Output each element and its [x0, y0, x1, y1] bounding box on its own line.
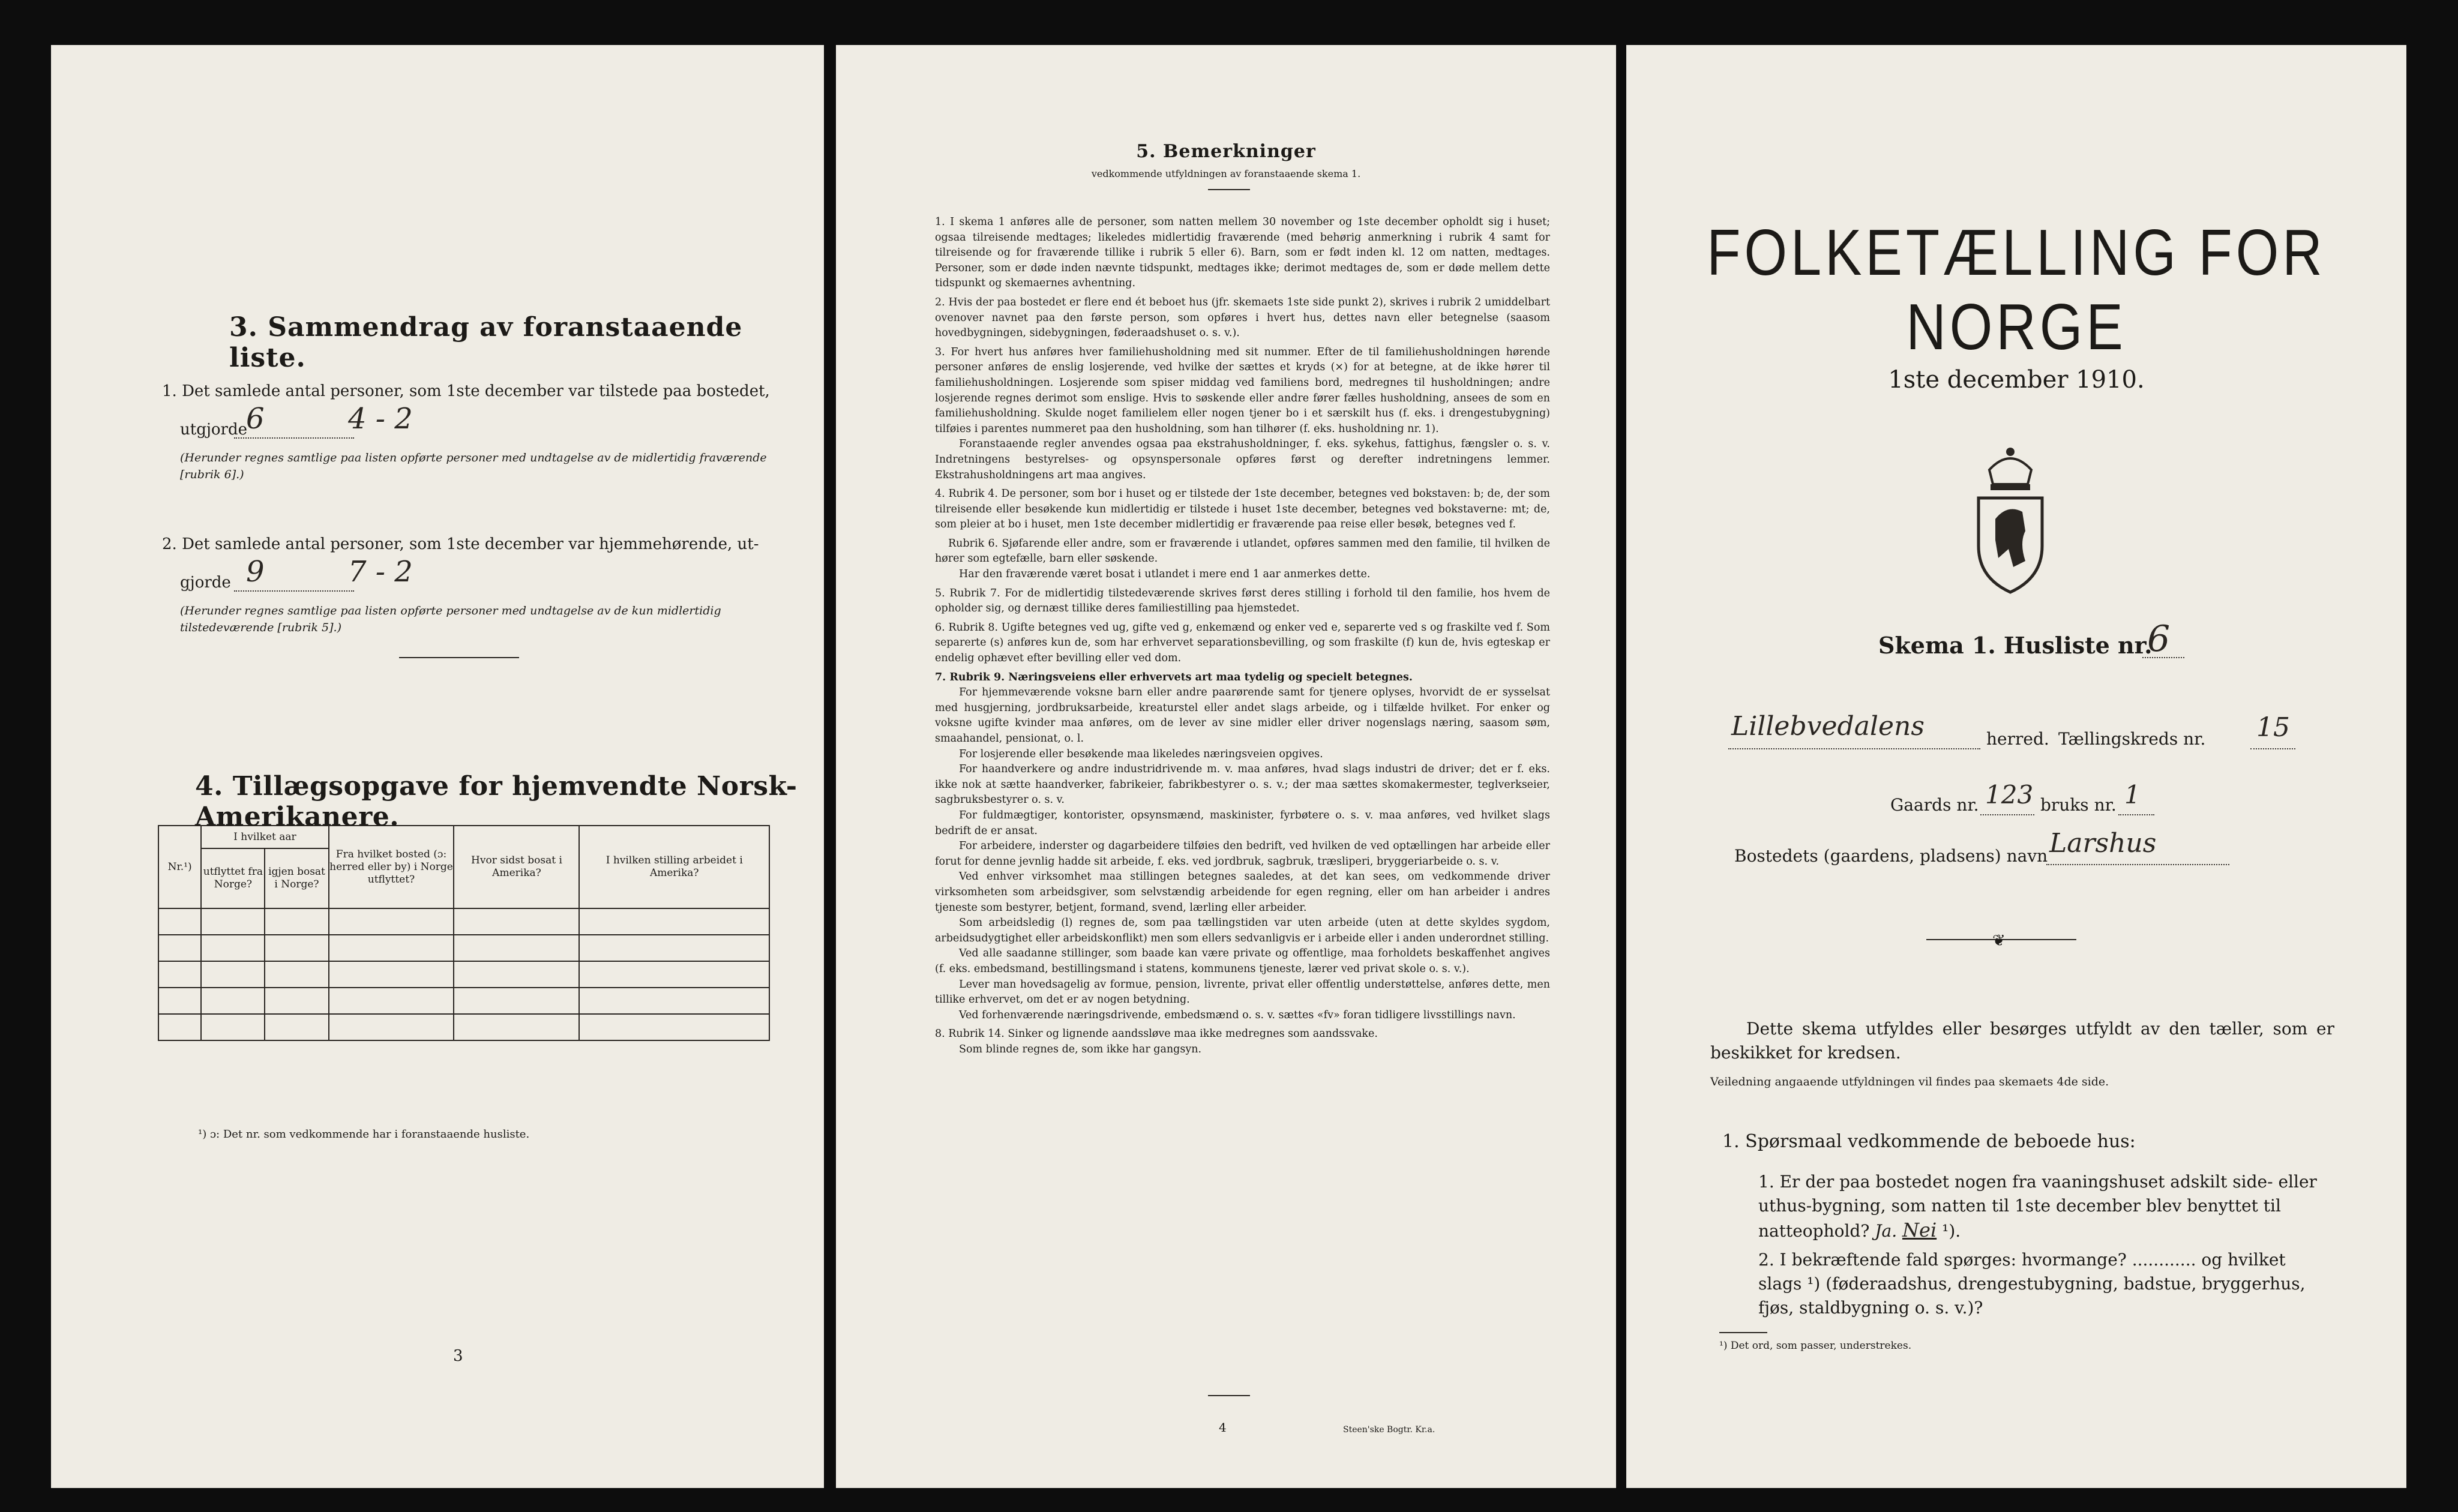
form-footnote: ¹) Det ord, som passer, understrekes. [1719, 1340, 1912, 1352]
form-title: FOLKETÆLLING FOR NORGE [1707, 217, 2326, 364]
form-date: 1ste december 1910. [1888, 366, 2145, 394]
section-4-title: 4. Tillægsopgave for hjemvendte Norsk-Amerikanere. [195, 771, 798, 832]
col-header-utflyttet: utflyttet fra Norge? [201, 848, 265, 908]
remark-paragraph: Som blinde regnes de, som ikke har gangsyn. [959, 1043, 1202, 1055]
page-4-remarks [836, 45, 1616, 1488]
fill-line [234, 437, 354, 439]
table-row [158, 961, 769, 988]
summary-item-1-note: (Herunder regnes samtlige paa listen opførte personer med undtagelse av de midlertidig fraværende [rubrik 6].) [180, 451, 767, 481]
summary-item-2-text: 2. Det samlede antal personer, som 1ste december var hjemmehørende, ut- [162, 535, 759, 553]
utgjorde-label: utgjorde [180, 421, 248, 439]
remark-paragraph: For haandverkere og andre industridrivende m. v. maa anføres, hvad slags industri de driver; det er f. eks. ikke nok at sætte haandverker, fabrikeier, fabrikbestyrer o. s. v.; der maa sættes skomakermester, teglverkseier, sagbruksbestyrer o. s. v. [935, 763, 1550, 806]
remark-paragraph: Ved alle saadanne stillinger, som baade kan være private og offentlige, maa forholdets beskaffenhet angives (f. eks. embedsmand, bestillingsmand i statens, kommunens tjeneste, lærer ved privat skole o. s. v.). [935, 947, 1550, 975]
answer-nei-handwritten: Nei [1902, 1219, 1937, 1241]
handwritten-present-split: 4 - 2 [348, 402, 413, 436]
remark-paragraph: Ved enhver virksomhet maa stillingen betegnes saaledes, at det kan sees, om vedkommende driver virksomheten som arbeidsgiver, som selvstændig arbeidende for egen regning, eller om han arbeider i andres tjeneste som bestyrer, betjent, formand, svend, lærling eller arbeider. [935, 871, 1550, 914]
question-1 [1758, 1170, 2322, 1243]
intro-text: Dette skema utfyldes eller besørges utfyldt av den tæller, som er beskikket for kredsen. [1710, 1019, 2334, 1063]
bosted-label: Bostedets (gaardens, pladsens) navn [1734, 846, 2048, 866]
remark-paragraph: Rubrik 6. Sjøfarende eller andre, som er fraværende i utlandet, opføres sammen med den familie, til hvilken de hører som egtefælle, barn eller søskende. [935, 537, 1550, 565]
col-header-fra: Fra hvilket bosted (ɔ: herred eller by) i Norge utflyttet? [329, 826, 454, 908]
remark-paragraph: For fuldmægtiger, kontorister, opsynsmænd, maskinister, fyrbøtere o. s. v. maa anføres, ved hvilket slags bedrift de er ansat. [935, 809, 1550, 837]
norway-coat-of-arms-icon [1965, 441, 2055, 597]
table-row [158, 1014, 769, 1040]
handwritten-resident-total: 9 [246, 555, 265, 589]
gjorde-label: gjorde [180, 574, 231, 592]
bruks-label: bruks nr. [2040, 795, 2117, 815]
col-header-igjen: igjen bosat i Norge? [265, 848, 328, 908]
remark-paragraph: 2. Hvis der paa bostedet er flere end ét beboet hus (jfr. skemaets 1ste side punkt 2), skrives i rubrik 2 umiddelbart ovenover navnet paa den første person, som opføres i hvert hus, dettes navn eller betegnelse (saasom hovedbygningen, sidebygningen, føderaadshuset o. s. v.). [935, 296, 1550, 340]
remark-paragraph: 5. Rubrik 7. For de midlertidig tilstedeværende skrives først deres stilling i forhold til den familie, hos hvem de opholder sig, og dernæst tillike deres familiestilling paa hjemstedet. [935, 587, 1550, 615]
gaards-label: Gaards nr. [1890, 795, 1979, 815]
question-2: 2. I bekræftende fald spørges: hvormange? ............ og hvilket slags ¹) (føderaadshus, drengestubygning, badstue, bryggerhus, fjøs, staldbygning o. s. v.)? [1758, 1250, 2306, 1318]
question-section-title: 1. Spørsmaal vedkommende de beboede hus: [1722, 1131, 2136, 1152]
remark-paragraph: 8. Rubrik 14. Sinker og lignende aandssløve maa ikke medregnes som aandssvake. [935, 1028, 1378, 1040]
remark-paragraph: 6. Rubrik 8. Ugifte betegnes ved ug, gifte ved g, enkemænd og enker ved e, separerte ved s og fraskilte ved f. Som separerte (s) anføres kun de, som har erhvervet separationsbevilling, og som fraskilte (f) kun de, hvis egteskap er endelig ophævet efter bevilling eller ved dom. [935, 621, 1550, 665]
fill-line [2046, 864, 2229, 865]
summary-item-2-value-row [162, 555, 792, 594]
handwritten-present-total: 6 [246, 402, 265, 436]
remark-paragraph: 1. I skema 1 anføres alle de personer, som natten mellem 30 november og 1ste december opholdt sig i huset; ogsaa tilreisende medtages; likeledes midlertidig fraværende (med behørig anmerkning i rubrik 4 samt for tilreisende og for fraværende tillike i rubrik 5 eller 6). Barn, som er født inden kl. 12 om natten, medtages. Personer, som er døde inden nævnte tidspunkt, medtages ikke; derimot medtages de, som er døde mellem dette tidspunkt og skemaernes avhentning. [935, 216, 1550, 290]
remark-paragraph: For hjemmeværende voksne barn eller andre paarørende samt for tjenere oplyses, hvorvidt de er sysselsat med husgjerning, jordbruksarbeide, kreaturstel eller andet slags arbeide, og i tilfælde hvilket. For enker og voksne ugifte kvinder maa anføres, om de lever av sine midler eller driver nogenslags næring, saasom søm, smaahandel, pensionat, o. l. [935, 686, 1550, 745]
remark-paragraph: Ved forhenværende næringsdrivende, embedsmænd o. s. v. sættes «fv» foran tidligere livsstillings navn. [959, 1009, 1516, 1021]
summary-item-2 [162, 534, 792, 636]
fill-line [2142, 657, 2184, 658]
page-number: 3 [453, 1347, 463, 1365]
herred-handwritten: Lillebvedalens [1731, 711, 1925, 742]
col-header-stilling: I hvilken stilling arbeidet i Amerika? [579, 826, 769, 908]
kreds-handwritten: 15 [2256, 712, 2290, 743]
answer-ja: Ja. [1875, 1221, 1898, 1241]
table-row [158, 988, 769, 1014]
page-3-summary [51, 45, 824, 1488]
printer-mark: Steen'ske Bogtr. Kr.a. [1343, 1425, 1435, 1435]
section-5-title: 5. Bemerkninger [1136, 141, 1316, 162]
remark-paragraph: Som arbeidsledig (l) regnes de, som paa tællingstiden var uten arbeide (uten at dette skyldes sygdom, arbeidsudygtighet eller arbeidskonflikt) men som ellers sedvanligvis er i arbeide eller i anden underordnet stilling. [935, 917, 1550, 944]
kreds-label: Tællingskreds nr. [2058, 729, 2206, 749]
fill-line [2118, 814, 2154, 815]
remark-paragraph: For losjerende eller besøkende maa likeledes næringsveien opgives. [959, 748, 1323, 760]
husliste-nr-handwritten: 6 [2147, 618, 2171, 660]
table-row [158, 935, 769, 961]
fill-line [2250, 748, 2295, 749]
col-header-hvor: Hvor sidst bosat i Amerika? [454, 826, 579, 908]
gaards-handwritten: 123 [1985, 780, 2034, 809]
herred-label: herred. [1986, 729, 2049, 749]
fill-line [234, 590, 354, 592]
remark-paragraph: Har den fraværende været bosat i utlandet i mere end 1 aar anmerkes dette. [959, 568, 1371, 581]
remark-paragraph: 3. For hvert hus anføres hver familiehusholdning med sit nummer. Efter de til familiehusholdningen hørende personer anføres de enslig losjerende, ved hvilke der sættes et kryds (×) for at betegne, at de ikke hører til familiehusholdningen. Losjerende som spiser middag ved familiens bord, medregnes til husholdningen; andre losjerende regnes derimot som enslige. Hvis to søskende eller andre fører fælles husholdning, ansees de som en familiehusholdning. Skulde noget familielem eller nogen tjener bo i et særskilt hus (f. eks. i drengestubygning) tilføies i parentes nummeret paa den husholdning, som han tilhører (f. eks. husholdning nr. 1). [935, 346, 1550, 435]
bosted-handwritten: Larshus [2049, 828, 2157, 859]
page-number: 4 [1219, 1420, 1227, 1435]
remark-paragraph: Lever man hovedsagelig av formue, pension, livrente, privat eller offentlig understøttelse, anføres dette, men tillike erhvervet, om det er av nogen betydning. [935, 978, 1550, 1006]
table-footnote: ¹) ɔ: Det nr. som vedkommende har i foranstaaende husliste. [198, 1128, 530, 1141]
divider [1208, 189, 1250, 190]
col-header-nr: Nr.¹) [158, 826, 201, 908]
section-3-title: 3. Sammendrag av foranstaaende liste. [229, 312, 743, 373]
fill-line [1980, 814, 2034, 815]
answer-footnote-ref: ¹). [1942, 1221, 1961, 1241]
skema-label: Skema 1. Husliste nr. [1878, 632, 2153, 659]
remark-paragraph: 7. Rubrik 9. Næringsveiens eller erhvervets art maa tydelig og specielt betegnes. [935, 671, 1413, 683]
divider [399, 657, 519, 658]
fill-line [1728, 748, 1980, 749]
bruks-handwritten: 1 [2124, 780, 2141, 809]
summary-item-1-text: 1. Det samlede antal personer, som 1ste december var tilstede paa bostedet, [162, 382, 770, 400]
norsk-amerikanere-table [158, 825, 770, 1041]
page-1-cover [1626, 45, 2406, 1488]
summary-item-1 [162, 381, 792, 483]
divider [1719, 1332, 1767, 1333]
question-1-text: 1. Er der paa bostedet nogen fra vaaningshuset adskilt side- eller uthus-bygning, som natten til 1ste december blev benyttet til natteophold? [1758, 1172, 2317, 1241]
remarks-body [935, 215, 1550, 1057]
col-header-group: I hvilket aar [201, 826, 328, 848]
remark-paragraph: For arbeidere, inderster og dagarbeidere tilføies den bedrift, ved hvilken de ved optællingen har arbeide eller forut for denne jevnlig hadde sit arbeide, f. eks. ved jordbruk, sagbruk, træsliperi, bryggeriarbeide o. s. v. [935, 840, 1550, 868]
summary-item-1-value-row [162, 402, 792, 441]
section-5-subtitle: vedkommende utfyldningen av foranstaaende skema 1. [1091, 168, 1361, 179]
table-row [158, 908, 769, 935]
remark-paragraph: 4. Rubrik 4. De personer, som bor i huset og er tilstede der 1ste december, betegnes ved bokstaven: b; de, der som tilreisende eller besøkende kun midlertidig er tilstede i huset 1ste december, betegnes ved bokstaverne: mt; de, som pleier at bo i huset, men 1ste december midlertidig er fraværende paa reise eller besøk, betegnes ved f. [935, 488, 1550, 531]
ornament-icon: ❦ [1992, 932, 2006, 950]
remark-paragraph: Foranstaaende regler anvendes ogsaa paa ekstrahusholdninger, f. eks. sykehus, fattighus, fængsler o. s. v. Indretningens bestyrelses- og opsynspersonale opføres først og derefter indretningens lemmer. Ekstrahusholdningens art maa angives. [935, 438, 1550, 481]
handwritten-resident-split: 7 - 2 [348, 555, 413, 589]
summary-item-2-note: (Herunder regnes samtlige paa listen opførte personer med undtagelse av de kun midlertidig tilstedeværende [rubrik 5].) [180, 604, 721, 634]
veiledning-text: Veiledning angaaende utfyldningen vil findes paa skemaets 4de side. [1710, 1075, 2109, 1088]
divider [1208, 1395, 1250, 1396]
